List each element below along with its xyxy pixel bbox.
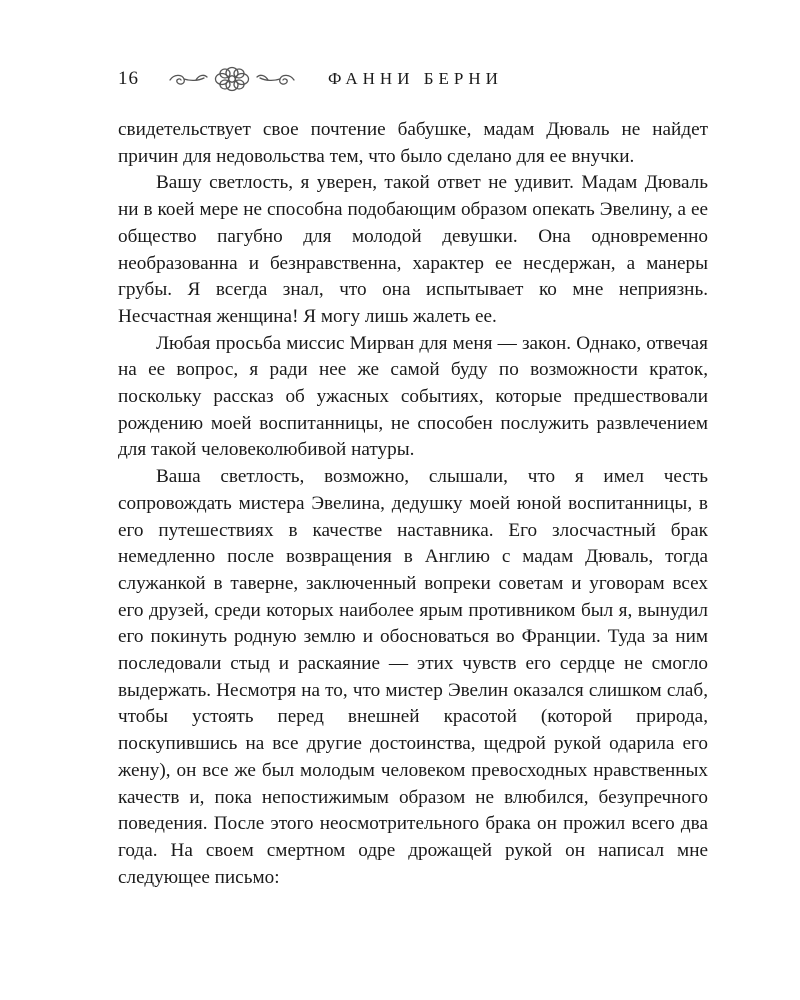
running-head-author: ФАННИ БЕРНИ <box>328 69 503 88</box>
running-head <box>118 66 718 96</box>
paragraph: Вашу светлость, я уверен, такой ответ не удивит. Мадам Дюваль ни в коей мере не способна подобающим образом опекать Эвелину, а ее общество пагубно для молодой девушки. Она одновременно необразованна и безнравственна, характер ее несдержан, а манеры грубы. Я всегда знал, что она испытывает ко мне неприязнь. Несчастная женщина! Я могу лишь жалеть ее. <box>118 172 708 327</box>
flower-scroll-ornament-icon <box>166 66 298 92</box>
page-number: 16 <box>118 68 139 89</box>
paragraph: свидетельствует свое почтение бабушке, мадам Дюваль не найдет причин для недовольства тем, что было сделано для ее внучки. <box>118 119 708 167</box>
paragraph: Ваша светлость, возможно, слышали, что я имел честь сопровождать мистера Эвелина, дедушку моей юной воспитанницы, в его путешествиях в качестве наставника. Его злосчастный брак немедленно после возвращения в Англию с мадам Дюваль, тогда служанкой в таверне, заключенный вопреки советам и уговорам всех его друзей, среди которых наиболее ярым противником был я, вынудил его покинуть родную землю и обосноваться во Франции. Туда за ним последовали стыд и раскаяние — этих чувств его сердце не смогло выдержать. Несмотря на то, что мистер Эвелин оказался слишком слаб, чтобы устоять перед внешней красотой (которой природа, поскупившись на все другие достоинства, щедрой рукой одарила его жену), он все же был молодым человеком превосходных нравственных качеств и, пока непостижимым образом не влюбился, безупречного поведения. После этого неосмотрительного брака он прожил всего два года. На своем смертном одре дрожащей рукой он написал мне следующее письмо: <box>118 466 708 888</box>
paragraph: Любая просьба миссис Мирван для меня — закон. Однако, отвечая на ее вопрос, я ради нее же самой буду по возможности краток, поскольку рассказ об ужасных событиях, которые предшествовали рождению моей воспитанницы, не способен послужить развлечением для такой человеколюбивой натуры. <box>118 332 708 461</box>
body-text <box>118 117 708 891</box>
